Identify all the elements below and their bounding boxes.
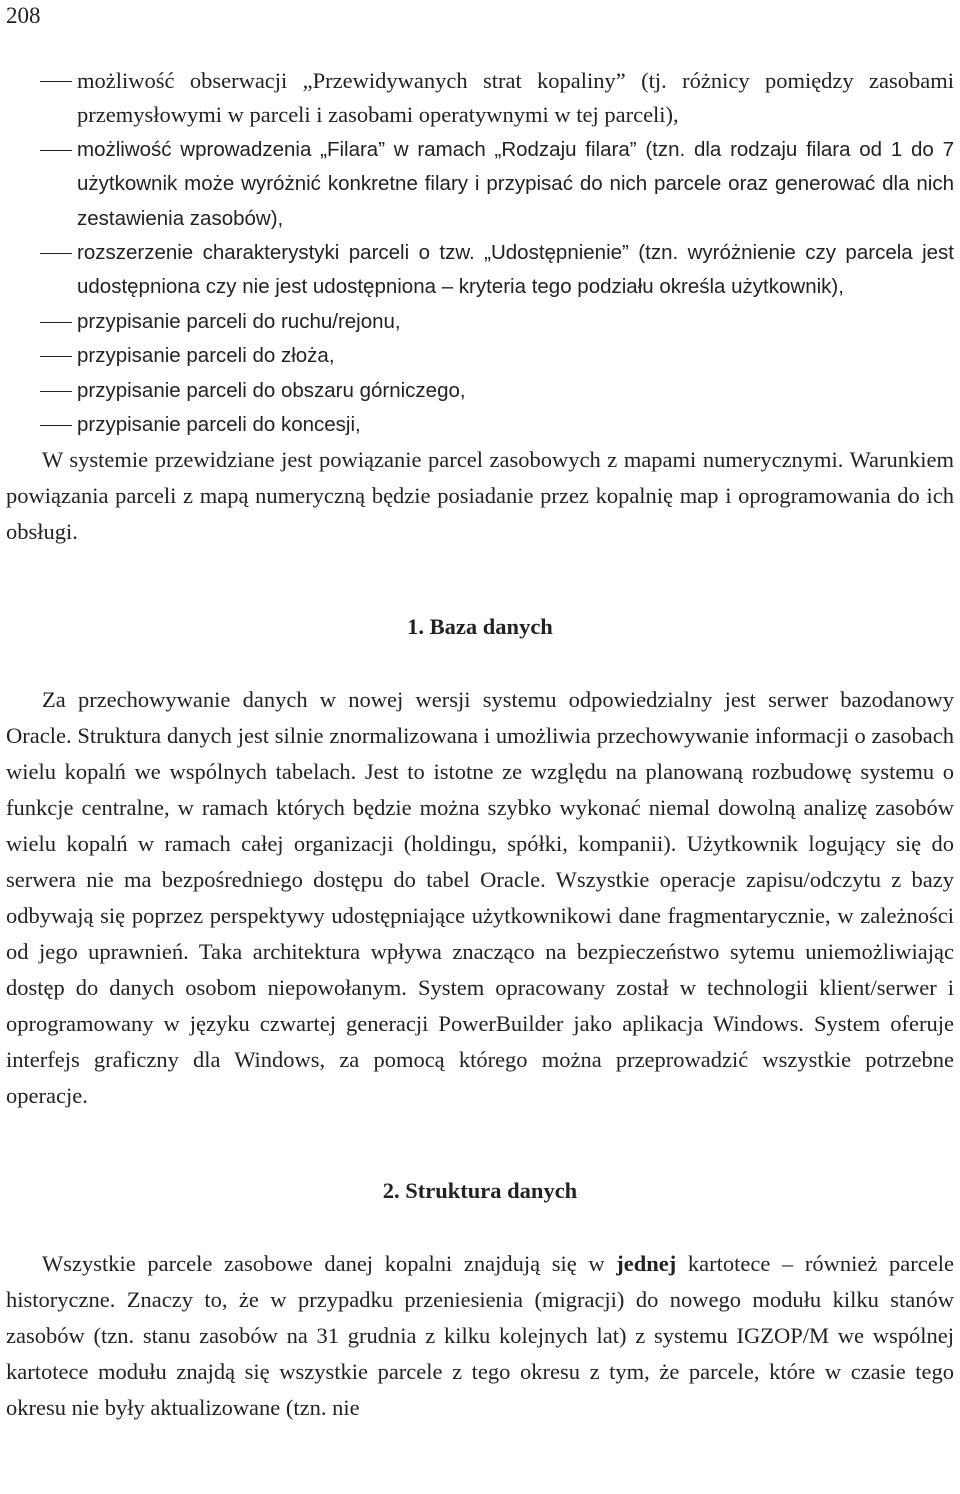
section-heading-data-structure: 2. Struktura danych — [382, 1178, 578, 1204]
paragraph-database: Za przechowywanie danych w nowej wersji systemu odpowiedzialny jest serwer bazodanowy Oracle. Struktura danych jest silnie znormalizowana i umożliwia przechowywanie informacji o zasobach wielu kopalń we wspólnych tabelach. Jest to istotne ze względu na planowaną rozbudowę systemu o funkcje centralne, w ramach których będzie można szybko wykonać niemal dowolną analizę zasobów wielu kopalń w ramach całej organizacji (holdingu, spółki, kompanii). Użytkownik logujący się do serwera nie ma bezpośredniego dostępu do tabel Oracle. Wszystkie operacje zapisu/odczytu z bazy odbywają się poprzez perspektywy udostępniające użytkownikowi dane fragmentarycznie, w zależności od jego uprawnień. Taka architektura wpływa znacząco na bezpieczeństwo sytemu uniemożliwiając dostęp do danych osobom niepowołanym. System opracowany został w technologii klient/serwer i oprogramowany w języku czwartej generacji PowerBuilder jako aplikacja Windows. System oferuje interfejs graficzny dla Windows, za pomocą którego można przeprowadzić wszystkie potrzebne operacje. — [6, 687, 954, 1109]
list-item-text: przypisanie parceli do koncesji, — [77, 413, 361, 437]
list-item — [6, 236, 954, 305]
paragraph-text-end: kartotece – również parcele historyczne. Znaczy to, że w przypadku przeniesienia (migracji) do nowego modułu kilku stanów zasobów (tzn. stanu zasobów na 31 grudnia z kilku kolejnych lat) z systemu IGZOP/M we wspólnej kartotece modułu znajdą się wszystkie parcele z tego okresu z tym, że parcele, które w czasie tego okresu nie były aktualizowane (tzn. nie — [6, 1251, 954, 1421]
list-item-text: możliwość wprowadzenia „Filara” w ramach „Rodzaju filara” (tzn. dla rodzaju filara od 1 do 7 użytkownik może wyróżnić konkretne filary i przypisać do nich parcele oraz generować dla nich zestawienia zasobów), — [77, 137, 954, 230]
dash-bullet-icon — [40, 322, 72, 323]
page-number: 208 — [6, 3, 41, 28]
list-item-text: możliwość obserwacji „Przewidywanych strat kopaliny” (tj. różnicy pomiędzy zasobami przemysłowymi w parceli i zasobami operatywnymi w tej parceli), — [77, 68, 954, 128]
paragraph-map-linking: W systemie przewidziane jest powiązanie parcel zasobowych z mapami numerycznymi. Warunkiem powiązania parceli z mapą numeryczną będzie posiadanie przez kopalnię map i oprogramowania do ich obsługi. — [6, 447, 954, 545]
dash-bullet-icon — [40, 253, 72, 254]
list-item — [6, 339, 954, 373]
list-item-text: przypisanie parceli do złoża, — [77, 344, 335, 368]
dash-bullet-icon — [40, 81, 72, 82]
list-item-text: rozszerzenie charakterystyki parceli o tzw. „Udostępnienie” (tzn. wyróżnienie czy parcela jest udostępniona czy nie jest udostępniona – kryteria tego podziału określa użytkownik), — [77, 241, 954, 299]
dash-bullet-icon — [40, 356, 72, 357]
list-item-text: przypisanie parceli do obszaru górniczego, — [77, 378, 466, 402]
paragraph-data-structure — [6, 1246, 954, 1426]
feature-list — [6, 64, 954, 442]
list-item — [6, 408, 954, 442]
list-item — [6, 374, 954, 408]
page-content — [6, 64, 954, 1426]
emphasis-text: jednej — [616, 1251, 677, 1277]
list-item — [6, 133, 954, 236]
section-heading-database: 1. Baza danych — [407, 614, 553, 640]
dash-bullet-icon — [40, 425, 72, 426]
dash-bullet-icon — [40, 391, 72, 392]
paragraph-text-start: Wszystkie parcele zasobowe danej kopalni znajdują się w — [42, 1251, 617, 1277]
list-item — [6, 64, 954, 133]
list-item — [6, 305, 954, 339]
list-item-text: przypisanie parceli do ruchu/rejonu, — [77, 309, 401, 333]
dash-bullet-icon — [40, 150, 72, 151]
